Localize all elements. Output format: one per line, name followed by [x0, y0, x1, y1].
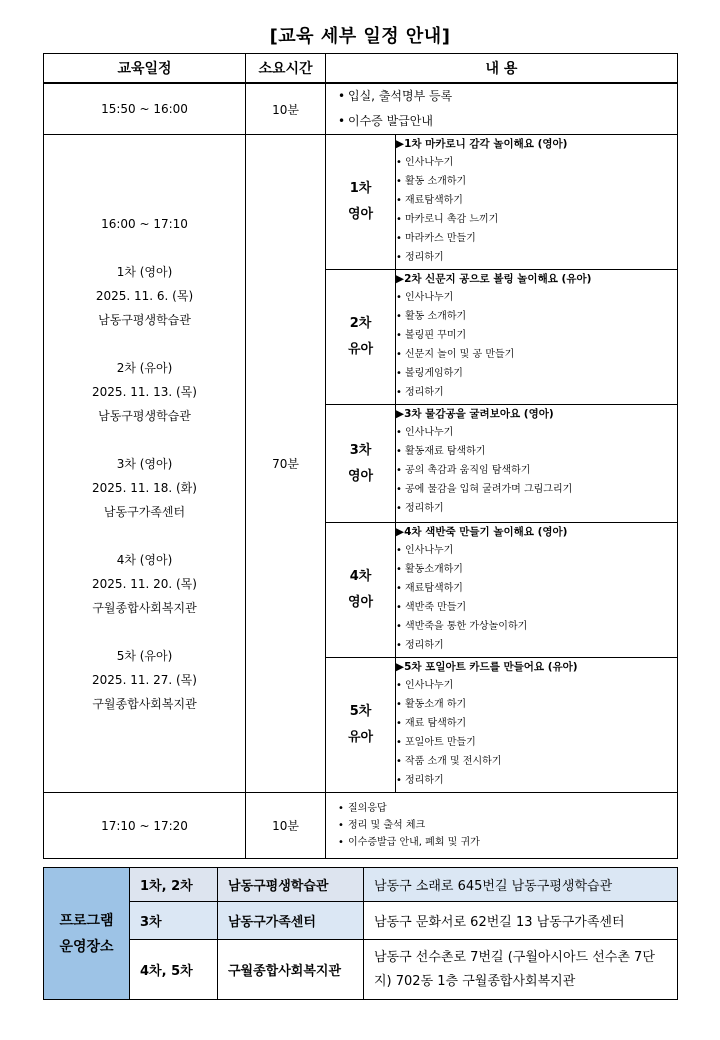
session-content	[396, 405, 678, 523]
outro-time: 17:10 ~ 17:20	[44, 793, 246, 859]
session-item: • 재료 탐색하기	[396, 714, 677, 733]
outro-row	[44, 793, 678, 859]
session-item: • 마카로니 촉감 느끼기	[396, 210, 677, 229]
date-venue: 남동구평생학습관	[98, 408, 191, 423]
session-number: 1차	[349, 181, 372, 196]
session-item: • 정리하기	[396, 636, 677, 655]
session-item: • 신문지 놀이 및 공 만들기	[396, 345, 677, 364]
session-item: • 정리하기	[396, 383, 677, 402]
venue-round: 3차	[130, 902, 218, 940]
date-day: 2025. 11. 6. (목)	[95, 288, 194, 303]
session-group: 영아	[347, 207, 374, 222]
outro-item: • 정리 및 출석 체크	[338, 817, 677, 834]
venue-name: 구월종합사회복지관	[218, 940, 364, 1000]
header-schedule: 교육일정	[44, 54, 246, 84]
session-item: • 마라카스 만들기	[396, 229, 677, 248]
date-round: 1차 (영아)	[116, 264, 173, 279]
venue-name: 남동구평생학습관	[218, 868, 364, 902]
date-venue: 남동구평생학습관	[98, 312, 191, 327]
venue-table	[43, 867, 678, 1000]
session-item: • 공에 물감을 입혀 굴려가며 그림그리기	[396, 480, 677, 499]
venue-round: 1차, 2차	[130, 868, 218, 902]
venue-header-line: 프로그램	[59, 912, 114, 929]
session-number: 5차	[349, 704, 372, 719]
session-item: • 활동소개 하기	[396, 695, 677, 714]
schedule-header-row	[44, 54, 678, 84]
session-heading: ▶3차 물감공을 굴려보아요 (영아)	[396, 408, 554, 420]
session-content	[396, 135, 678, 270]
date-round: 2차 (유아)	[116, 360, 173, 375]
session-number: 4차	[349, 569, 372, 584]
session-number: 2차	[349, 316, 372, 331]
session-item: • 정리하기	[396, 771, 677, 790]
venue-header-line: 운영장소	[59, 938, 114, 955]
session-label	[326, 658, 396, 793]
session-item: • 공의 촉감과 움직임 탐색하기	[396, 461, 677, 480]
date-day: 2025. 11. 18. (화)	[92, 480, 197, 495]
session-item: • 활동 소개하기	[396, 172, 677, 191]
session-content	[396, 523, 678, 658]
session-item: • 정리하기	[396, 248, 677, 267]
outro-duration: 10분	[246, 793, 326, 859]
session-group: 영아	[347, 595, 374, 610]
session-heading: ▶2차 신문지 공으로 볼링 놀이해요 (유아)	[396, 273, 592, 285]
intro-row	[44, 83, 678, 135]
main-schedule-cell	[44, 135, 246, 793]
intro-content	[326, 83, 678, 135]
venue-row	[44, 902, 678, 940]
session-item: • 인사나누기	[396, 153, 677, 172]
header-duration: 소요시간	[246, 54, 326, 84]
session-item: • 볼링핀 꾸미기	[396, 326, 677, 345]
session-content	[396, 658, 678, 793]
venue-row	[44, 940, 678, 1000]
session-heading: ▶4차 색반죽 만들기 놀이해요 (영아)	[396, 526, 568, 538]
session-item: • 재료탐색하기	[396, 579, 677, 598]
session-label	[326, 135, 396, 270]
header-content: 내 용	[326, 54, 678, 84]
venue-round: 4차, 5차	[130, 940, 218, 1000]
session-item: • 볼링게임하기	[396, 364, 677, 383]
outro-content	[326, 793, 678, 859]
intro-time: 15:50 ~ 16:00	[44, 83, 246, 135]
session-item: • 작품 소개 및 전시하기	[396, 752, 677, 771]
venue-header	[44, 868, 130, 1000]
venue-address: 남동구 소래로 645번길 남동구평생학습관	[364, 868, 678, 902]
session-group: 유아	[347, 342, 374, 357]
session-item: • 색반죽을 통한 가상놀이하기	[396, 617, 677, 636]
session-heading: ▶5차 포일아트 카드를 만들어요 (유아)	[396, 661, 578, 673]
session-group: 유아	[347, 730, 374, 745]
session-heading: ▶1차 마카로니 감각 놀이해요 (영아)	[396, 138, 568, 150]
session-number: 3차	[349, 442, 372, 458]
session-label	[326, 405, 396, 523]
session-label	[326, 523, 396, 658]
session-item: • 포일아트 만들기	[396, 733, 677, 752]
session-item: • 인사나누기	[396, 676, 677, 695]
schedule-table	[43, 53, 678, 859]
session-item: • 활동 소개하기	[396, 307, 677, 326]
outro-item: • 질의응답	[338, 800, 677, 817]
date-venue: 구월종합사회복지관	[92, 696, 197, 711]
main-time: 16:00 ~ 17:10	[101, 216, 188, 231]
venue-address: 남동구 선수촌로 7번길 (구월아시아드 선수촌 7단지) 702동 1층 구월종합사회복지관	[364, 940, 678, 1000]
session-item: • 정리하기	[396, 499, 677, 518]
session-item: • 인사나누기	[396, 541, 677, 560]
date-round: 4차 (영아)	[116, 552, 173, 567]
venue-row	[44, 868, 678, 902]
date-round: 3차 (영아)	[116, 456, 173, 471]
session-row	[44, 135, 678, 270]
outro-item: • 이수증발급 안내, 폐회 및 귀가	[338, 834, 677, 851]
session-content	[396, 270, 678, 405]
session-item: • 인사나누기	[396, 288, 677, 307]
session-item: • 활동소개하기	[396, 560, 677, 579]
session-item: • 재료탐색하기	[396, 191, 677, 210]
venue-address: 남동구 문화서로 62번길 13 남동구가족센터	[364, 902, 678, 940]
session-group: 영아	[347, 468, 374, 484]
session-item: • 색반죽 만들기	[396, 598, 677, 617]
intro-item: • 입실, 출석명부 등록	[338, 84, 677, 109]
session-item: • 인사나누기	[396, 423, 677, 442]
date-day: 2025. 11. 13. (목)	[92, 384, 197, 399]
date-venue: 구월종합사회복지관	[92, 600, 197, 615]
intro-duration: 10분	[246, 83, 326, 135]
date-day: 2025. 11. 27. (목)	[92, 672, 197, 687]
date-round: 5차 (유아)	[116, 648, 173, 663]
session-item: • 활동재료 탐색하기	[396, 442, 677, 461]
intro-item: • 이수증 발급안내	[338, 109, 677, 134]
session-label	[326, 270, 396, 405]
main-duration: 70분	[246, 135, 326, 793]
date-day: 2025. 11. 20. (목)	[92, 576, 197, 591]
date-venue: 남동구가족센터	[103, 504, 186, 519]
venue-name: 남동구가족센터	[218, 902, 364, 940]
page-title: [교육 세부 일정 안내]	[269, 26, 451, 47]
